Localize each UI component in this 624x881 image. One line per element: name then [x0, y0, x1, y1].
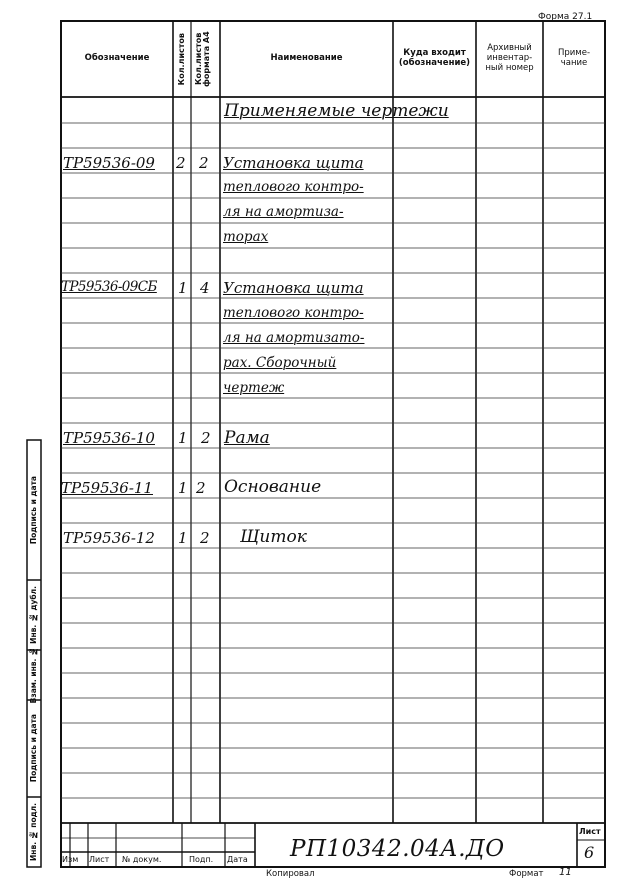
- form-label: Форма 27.1: [538, 12, 593, 22]
- entry-designation: ТР59536-10: [63, 429, 155, 447]
- entry-name-line: Щиток: [240, 527, 307, 547]
- header-sheet-count: Кол.листов: [177, 32, 186, 86]
- entry-designation: ТР59536-09: [63, 154, 155, 172]
- entry-sheets: 1: [178, 279, 188, 297]
- sheet-label: Лист: [579, 827, 601, 836]
- entry-name-line: торах: [223, 229, 269, 245]
- entry-name-line: Установка щита: [223, 154, 364, 172]
- header-a4-count-cell: [191, 21, 220, 97]
- header-name: Наименование: [270, 53, 343, 64]
- header-archive: Архивный инвентар-ный номер: [485, 43, 534, 73]
- entry-a4: 2: [201, 429, 211, 447]
- header-designation: Обозначение: [84, 53, 150, 64]
- title-list: Лист: [89, 855, 110, 864]
- copied-label: Копировал: [266, 869, 315, 879]
- entry-designation: ТР59536-11: [61, 479, 153, 497]
- entry-a4: 2: [196, 479, 206, 497]
- side-label-vzam-inv: Взам. инв. №: [29, 646, 39, 704]
- entry-sheets: 2: [176, 154, 186, 172]
- entry-name-line: чертеж: [223, 380, 285, 396]
- entry-sheets: 1: [178, 529, 188, 547]
- document-code: РП10342.04А.ДО: [290, 836, 505, 862]
- entry-name-line: рах. Сборочный: [223, 355, 337, 371]
- title-izm: Изм: [62, 855, 79, 864]
- side-label-inv-dubl-cell: [27, 580, 41, 650]
- entry-a4: 2: [199, 154, 209, 172]
- entry-sheets: 1: [178, 429, 188, 447]
- side-label-inv-dubl: Инв. № дубл.: [29, 586, 39, 644]
- entry-designation: ТР59536-12: [63, 529, 155, 547]
- side-label-podpis-data-2: Подпись и дата: [29, 475, 39, 545]
- header-where-used: Куда входит (обозначение): [398, 48, 471, 68]
- sheet-number: 6: [584, 843, 595, 862]
- header-a4-count: Кол.листов формата А4: [193, 31, 211, 87]
- side-label-podpis-data-1: Подпись и дата: [29, 714, 39, 783]
- section-title: Применяемые чертежи: [224, 101, 449, 121]
- entry-name-line: ля на амортиза-: [223, 204, 344, 220]
- header-sheet-count-cell: [173, 21, 191, 97]
- format-label: Формат: [509, 869, 544, 879]
- entry-sheets: 1: [178, 479, 188, 497]
- entry-a4: 2: [200, 529, 210, 547]
- entry-a4: 4: [200, 279, 210, 297]
- side-label-vzam-inv-cell: [27, 646, 41, 704]
- entry-name-line: Основание: [224, 477, 322, 497]
- entry-name-line: Рама: [224, 428, 270, 448]
- entry-name-line: ля на амортизато-: [223, 330, 365, 346]
- side-label-inv-podl-cell: [27, 797, 41, 867]
- entry-name-line: Установка щита: [223, 279, 364, 297]
- side-label-podpis-data-1-cell: [27, 700, 41, 797]
- entry-designation: ТР59536-09СБ: [61, 279, 157, 295]
- side-label-podpis-data-2-cell: [27, 440, 41, 580]
- title-data: Дата: [227, 855, 248, 864]
- format-value: 11: [559, 867, 572, 878]
- title-podp: Подп.: [189, 855, 214, 864]
- header-note: Приме-чание: [557, 48, 591, 68]
- side-label-inv-podl: Инв. № подл.: [29, 802, 39, 861]
- title-n-dokum: № докум.: [122, 855, 162, 864]
- entry-name-line: теплового контро-: [223, 305, 364, 321]
- entry-name-line: теплового контро-: [223, 179, 364, 195]
